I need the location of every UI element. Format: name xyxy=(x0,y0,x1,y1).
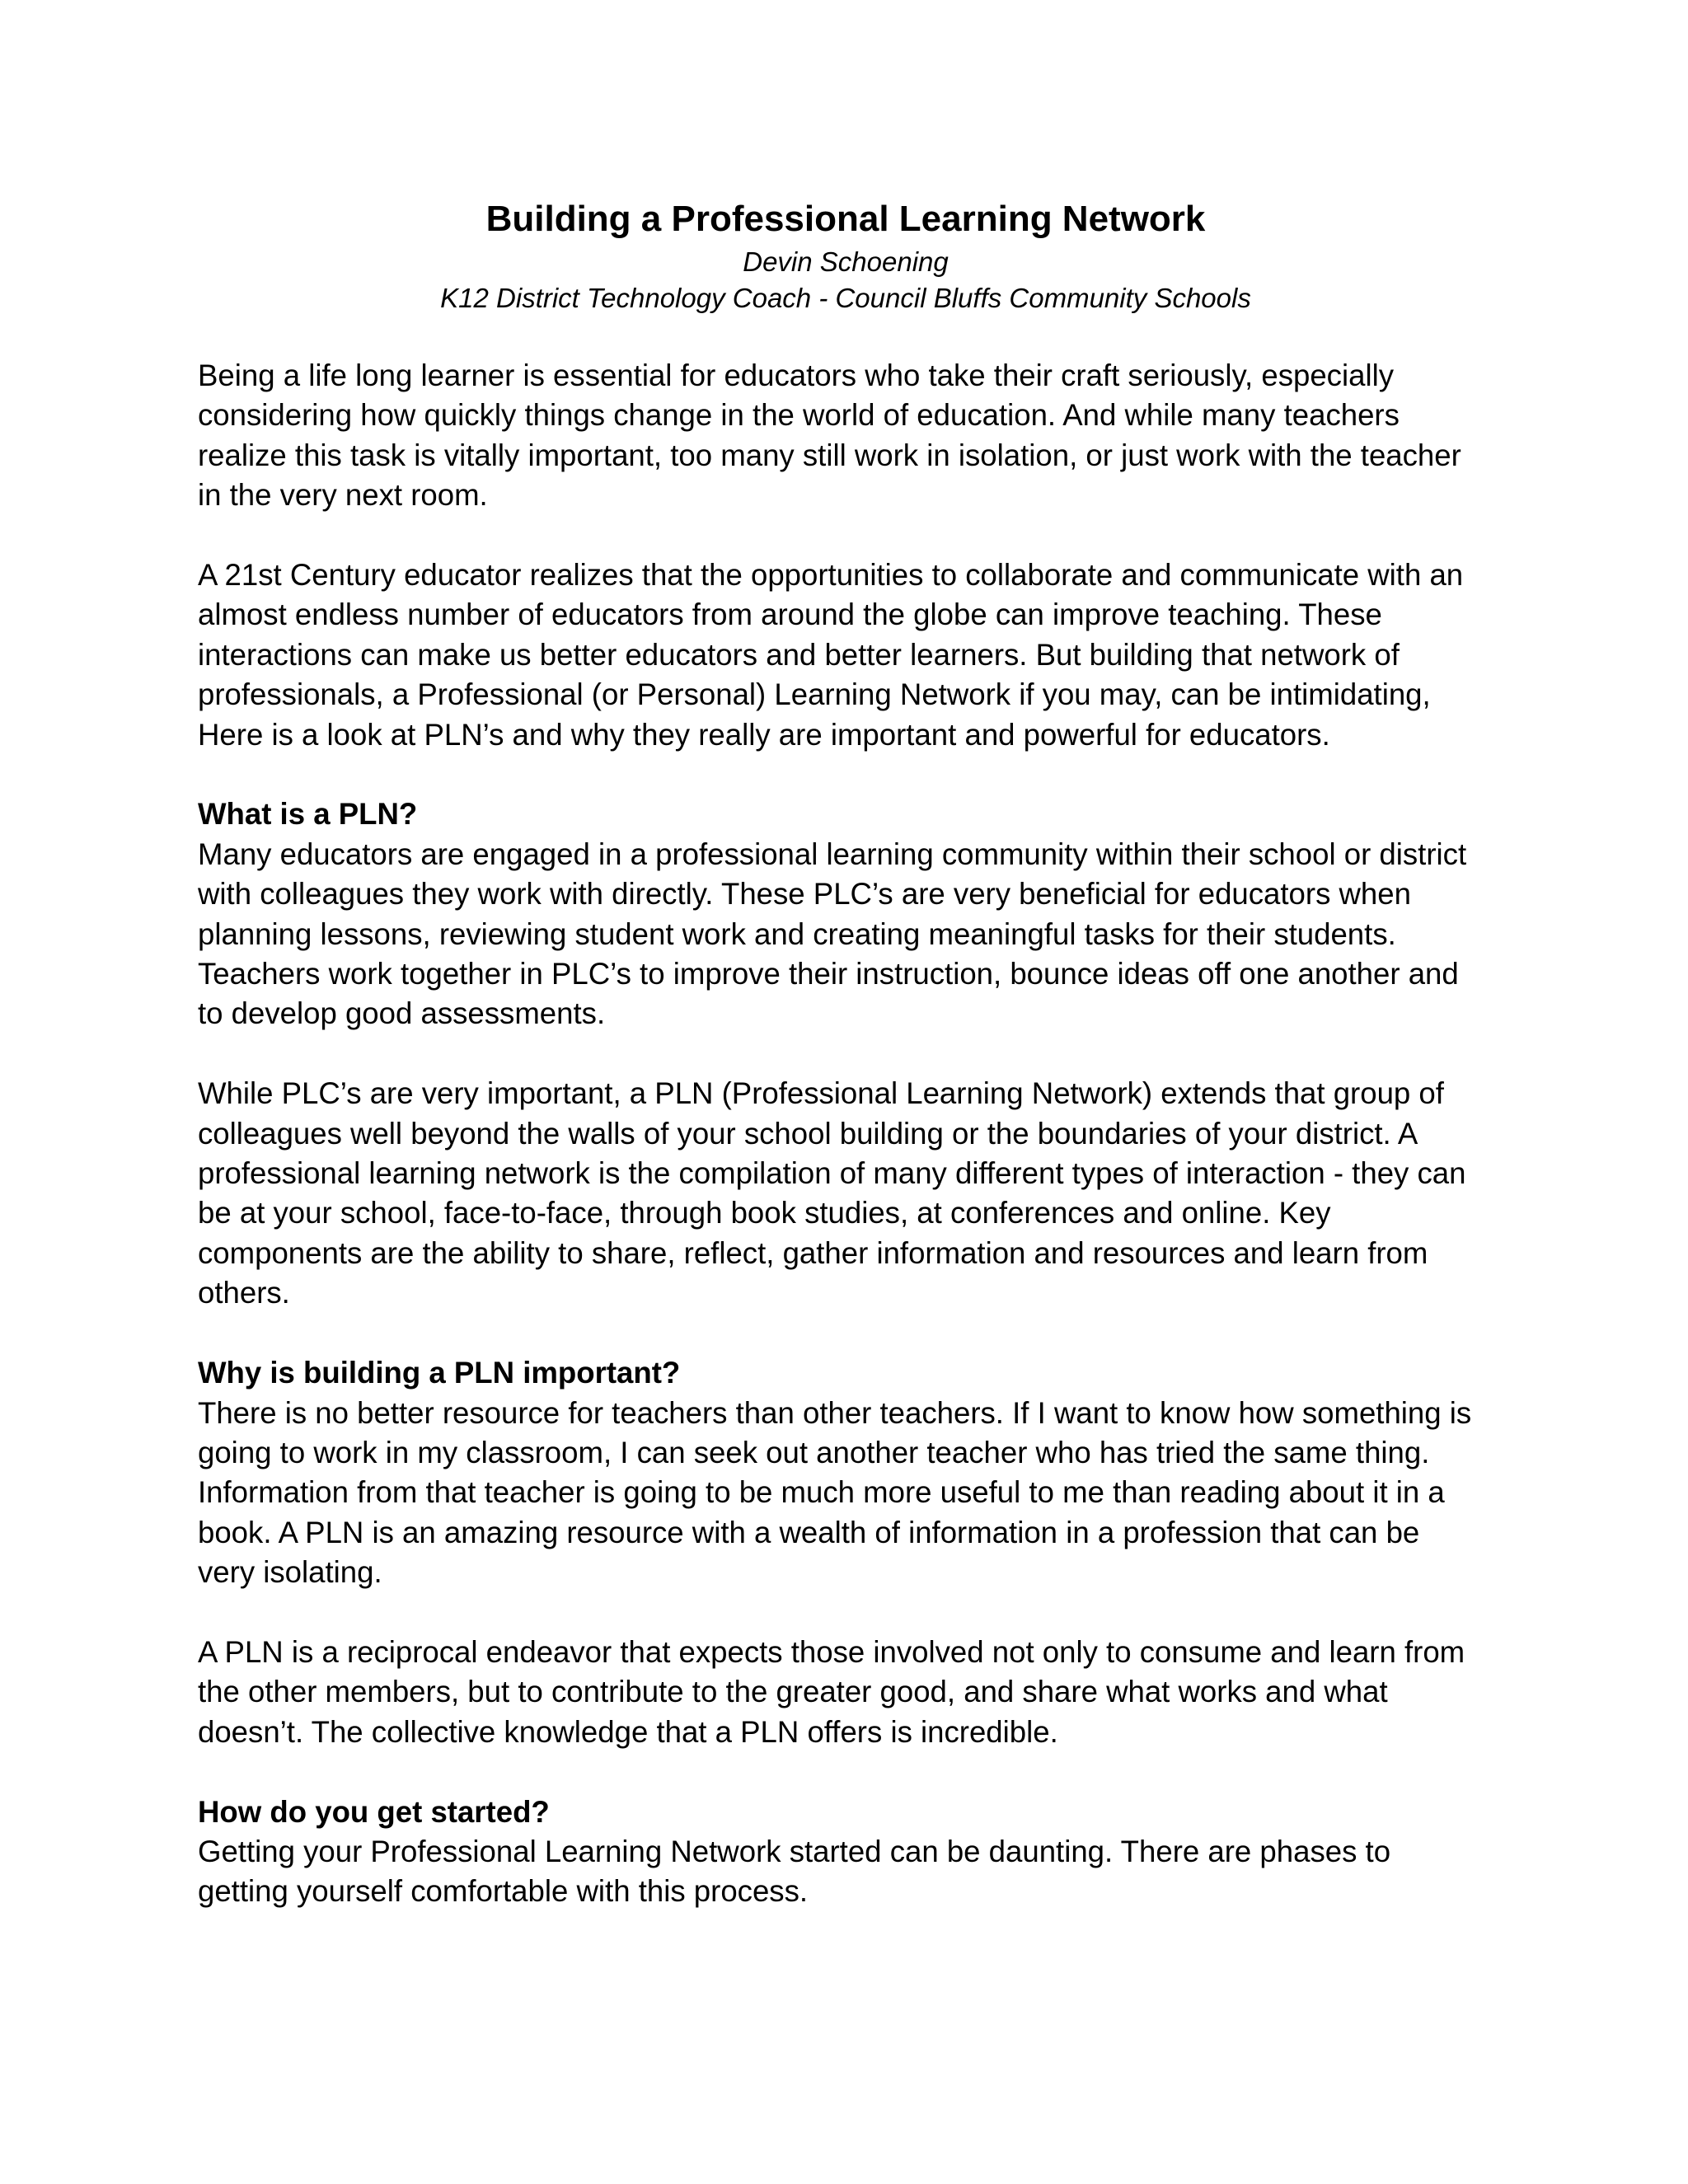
section-1-paragraph-1 xyxy=(198,835,1493,1034)
document-affiliation: K12 District Technology Coach - Council Bluffs Community Schools xyxy=(440,283,1251,313)
text-line: with colleagues they work with directly. These PLC’s are very beneficial for educators when xyxy=(198,877,1411,912)
section-3-paragraph-1 xyxy=(198,1832,1493,1912)
text-line: the other members, but to contribute to the greater good, and share what works and what xyxy=(198,1675,1388,1709)
text-line: considering how quickly things change in the world of education. And while many teachers xyxy=(198,398,1400,433)
text-line: realize this task is vitally important, too many still work in isolation, or just work with the teacher xyxy=(198,438,1461,472)
section-1-paragraph-2 xyxy=(198,1074,1493,1313)
text-line: very isolating. xyxy=(198,1555,382,1590)
section-heading-why-important: Why is building a PLN important? xyxy=(198,1356,681,1390)
text-line: going to work in my classroom, I can seek out another teacher who has tried the same thing. xyxy=(198,1435,1430,1469)
text-line: A 21st Century educator realizes that the opportunities to collaborate and communicate with an xyxy=(198,558,1464,593)
text-line: A PLN is a reciprocal endeavor that expects those involved not only to consume and learn from xyxy=(198,1634,1465,1669)
text-line: Teachers work together in PLC’s to improve their instruction, bounce ideas off one another and xyxy=(198,957,1459,991)
text-line: almost endless number of educators from around the globe can improve teaching. These xyxy=(198,598,1382,632)
document-author: Devin Schoening xyxy=(743,246,949,277)
text-line: in the very next room. xyxy=(198,478,488,513)
text-line: getting yourself comfortable with this process. xyxy=(198,1874,809,1909)
text-line: Being a life long learner is essential for educators who take their craft seriously, especially xyxy=(198,359,1394,392)
text-line: professionals, a Professional (or Personal) Learning Network if you may, can be intimidating, xyxy=(198,677,1431,712)
text-line: components are the ability to share, reflect, gather information and resources and learn from xyxy=(198,1235,1428,1270)
document-page xyxy=(198,194,1493,1952)
text-line: professional learning network is the compilation of many different types of interaction - they can xyxy=(198,1156,1466,1191)
text-line: Getting your Professional Learning Network started can be daunting. There are phases to xyxy=(198,1834,1391,1868)
text-line: book. A PLN is an amazing resource with a wealth of information in a profession that can be xyxy=(198,1515,1420,1549)
text-line: interactions can make us better educators and better learners. But building that network of xyxy=(198,637,1400,672)
section-2-paragraph-2 xyxy=(198,1633,1493,1752)
section-heading-what-is-pln: What is a PLN? xyxy=(198,797,418,832)
text-line: colleagues well beyond the walls of your school building or the boundaries of your district. A xyxy=(198,1116,1418,1151)
intro-paragraph-2 xyxy=(198,555,1493,755)
text-line: Information from that teacher is going to be much more useful to me than reading about it in a xyxy=(198,1475,1445,1510)
text-line: doesn’t. The collective knowledge that a PLN offers is incredible. xyxy=(198,1714,1058,1749)
section-2-paragraph-1 xyxy=(198,1394,1493,1593)
text-line: There is no better resource for teachers than other teachers. If I want to know how something is xyxy=(198,1395,1472,1430)
text-line: Here is a look at PLN’s and why they really are important and powerful for educators. xyxy=(198,717,1330,752)
text-line: While PLC’s are very important, a PLN (Professional Learning Network) extends that group of xyxy=(198,1076,1444,1111)
text-line: Many educators are engaged in a professional learning community within their school or district xyxy=(198,837,1467,871)
text-line: to develop good assessments. xyxy=(198,996,606,1031)
text-line: others. xyxy=(198,1276,290,1310)
text-line: be at your school, face-to-face, through book studies, at conferences and online. Key xyxy=(198,1196,1331,1230)
section-heading-get-started: How do you get started? xyxy=(198,1794,550,1829)
document-title: Building a Professional Learning Network xyxy=(485,199,1206,239)
intro-paragraph-1 xyxy=(198,356,1493,516)
text-line: planning lessons, reviewing student work and creating meaningful tasks for their students. xyxy=(198,916,1396,951)
